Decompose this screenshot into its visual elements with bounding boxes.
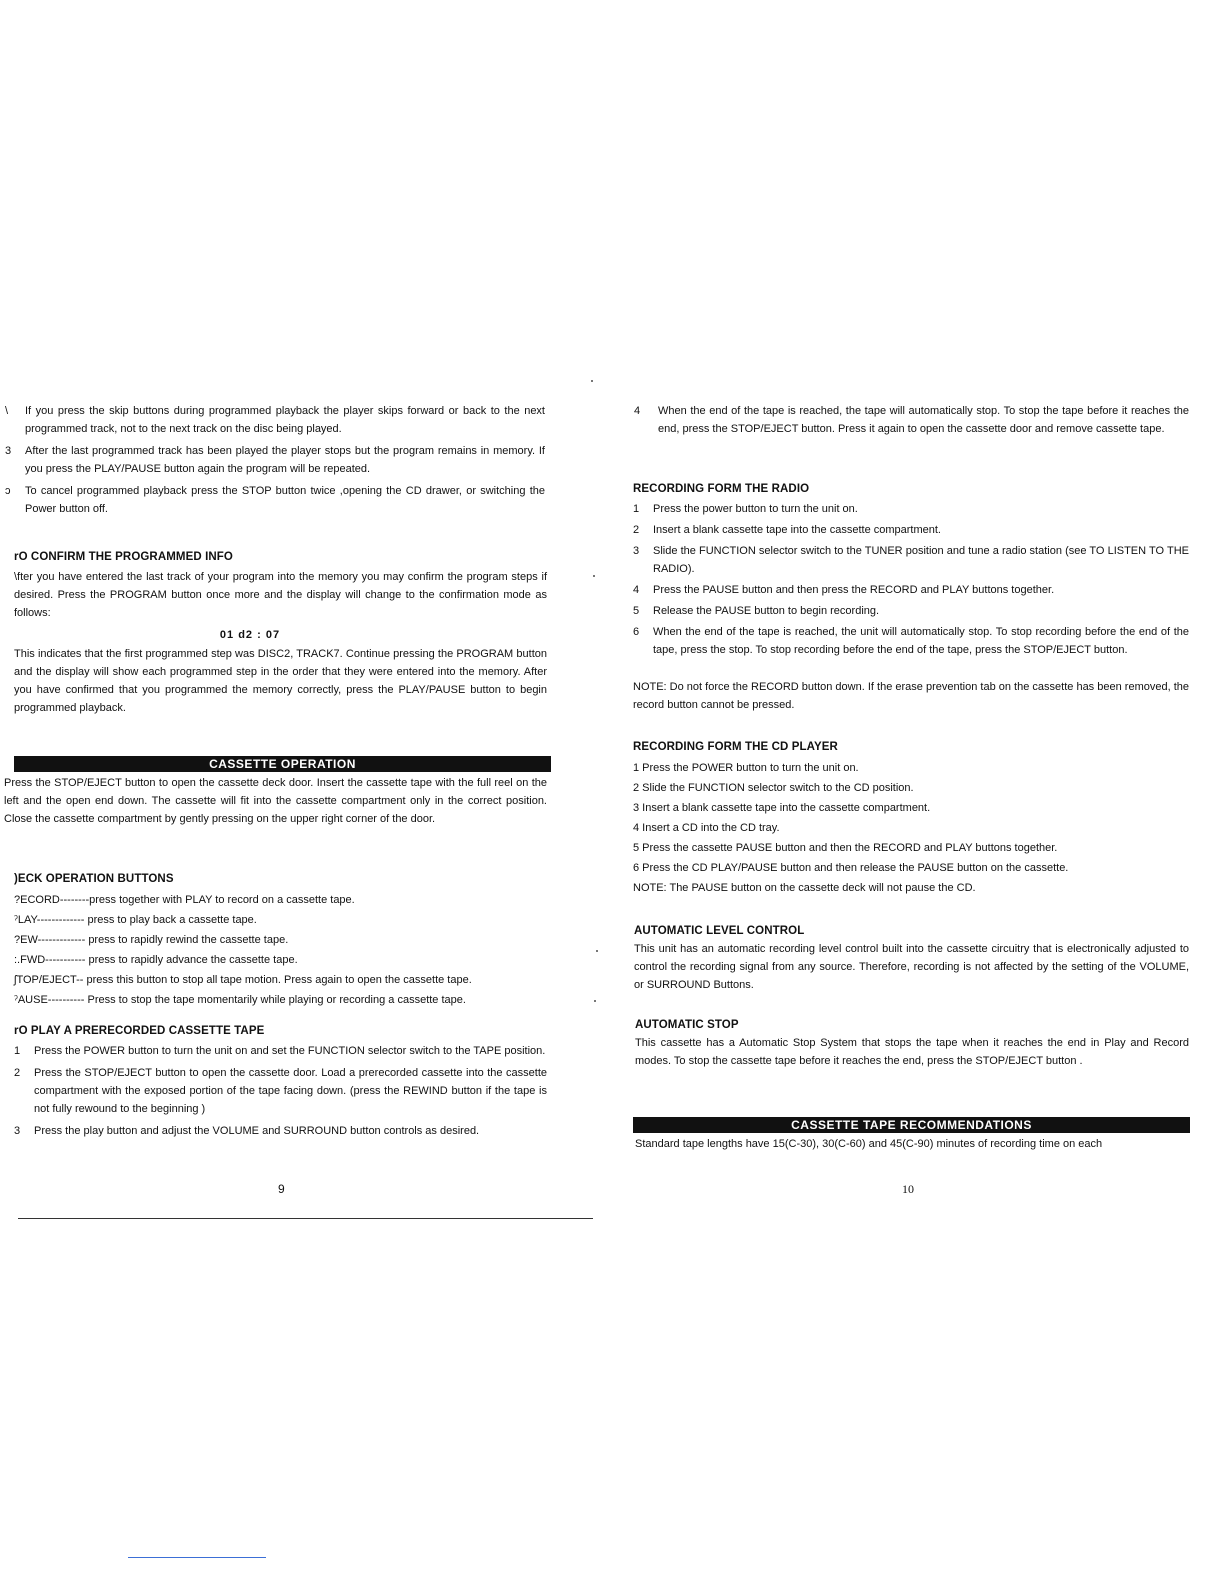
list-marker: 4 (633, 584, 640, 596)
page-number: 10 (902, 1182, 914, 1196)
list-marker: 2 (14, 1067, 21, 1079)
list-text: Press the PAUSE button and then press the RECORD and PLAY buttons together. (653, 584, 1055, 596)
scan-dot (593, 575, 595, 577)
list-item: 4 Insert a CD into the CD tray. (633, 822, 780, 834)
list-marker: \ (5, 405, 9, 417)
list-item (633, 542, 1189, 578)
step-4 (634, 402, 1189, 438)
list-item (634, 402, 1189, 438)
list-item: ʃTOP/EJECT-- press this button to stop all tape motion. Press again to open the cassette tape. (14, 974, 472, 986)
list-marker: ɔ (5, 485, 11, 497)
radio-note: NOTE: Do not force the RECORD button down. If the erase prevention tab on the cassette has been removed, the record button cannot be pressed. (633, 681, 1189, 711)
list-item: 2 Slide the FUNCTION selector switch to the CD position. (633, 782, 914, 794)
list-item (633, 602, 1189, 620)
list-marker: 2 (633, 524, 640, 536)
confirm-paragraph: \fter you have entered the last track of your program into the memory you may confirm the program steps if desired. Press the PROGRAM button once more and the display will change to the confirmation mode as follows: (14, 571, 547, 619)
list-text: When the end of the tape is reached, the tape will automatically stop. To stop the tape before it reaches the end, press the STOP/EJECT button. Press it again to open the cassette door and remove cassette tape. (658, 405, 1189, 435)
blue-underline (128, 1557, 266, 1558)
list-text: Press the play button and adjust the VOLUME and SURROUND button controls as desired. (34, 1125, 480, 1137)
list-text: If you press the skip buttons during programmed playback the player skips forward or back to the next programmed track, not to the next track on the disc being played. (25, 405, 545, 435)
list-item (633, 623, 1189, 659)
scan-dot (591, 380, 593, 382)
list-item: :.FWD----------- press to rapidly advance the cassette tape. (14, 954, 298, 966)
list-text: When the end of the tape is reached, the unit will automatically stop. To stop recording before the end of the tape, press the stop. To stop recording before the end of the tape, press the STOP/EJECT button. (653, 626, 1189, 656)
list-text: To cancel programmed playback press the STOP button twice ,opening the CD drawer, or switching the Power button off. (25, 485, 545, 515)
recommendations-banner: CASSETTE TAPE RECOMMENDATIONS (633, 1117, 1190, 1133)
display-code: 01 d2 : 07 (219, 629, 281, 641)
list-item (633, 581, 1189, 599)
list-item: ˀLAY------------- press to play back a cassette tape. (14, 914, 257, 926)
recommendations-paragraph: Standard tape lengths have 15(C-30), 30(C-60) and 45(C-90) minutes of recording time on each (635, 1138, 1103, 1150)
list-text: Slide the FUNCTION selector switch to the TUNER position and tune a radio station (see TO LISTEN TO THE RADIO). (653, 545, 1189, 575)
list-item (5, 442, 545, 478)
list-item (14, 1042, 547, 1060)
prerecorded-steps (14, 1042, 547, 1140)
list-item: 3 Insert a blank cassette tape into the cassette compartment. (633, 802, 931, 814)
list-text: Press the POWER button to turn the unit on and set the FUNCTION selector switch to the TAPE position. (34, 1045, 546, 1057)
list-marker: 3 (633, 545, 640, 557)
scan-dot (594, 1000, 596, 1002)
list-item (633, 500, 1189, 518)
alc-heading: AUTOMATIC LEVEL CONTROL (634, 925, 805, 937)
confirm-heading: rO CONFIRM THE PROGRAMMED INFO (14, 551, 233, 563)
list-marker: 4 (634, 405, 641, 417)
list-item: NOTE: The PAUSE button on the cassette deck will not pause the CD. (633, 882, 976, 894)
programmed-notes-list (5, 402, 545, 518)
radio-steps (633, 500, 1189, 659)
list-marker: 1 (633, 503, 640, 515)
radio-heading: RECORDING FORM THE RADIO (633, 483, 810, 495)
scan-dot (596, 950, 598, 952)
list-item: 5 Press the cassette PAUSE button and then the RECORD and PLAY buttons together. (633, 842, 1058, 854)
list-item: 1 Press the POWER button to turn the unit on. (633, 762, 859, 774)
stop-heading: AUTOMATIC STOP (635, 1019, 739, 1031)
list-marker: 6 (633, 626, 640, 638)
cassette-operation-banner: CASSETTE OPERATION (14, 756, 551, 772)
cd-steps (633, 758, 1189, 898)
cd-heading: RECORDING FORM THE CD PLAYER (633, 741, 838, 753)
list-item (633, 521, 1189, 539)
list-item (14, 1064, 547, 1118)
list-item (14, 1122, 547, 1140)
list-marker: 1 (14, 1045, 21, 1057)
list-text: Insert a blank cassette tape into the cassette compartment. (653, 524, 941, 536)
list-item (5, 402, 545, 438)
deck-heading: )ECK OPERATION BUTTONS (14, 873, 174, 885)
list-text: After the last programmed track has been played the player stops but the program remains in memory. If you press the PLAY/PAUSE button again the program will be repeated. (25, 445, 545, 475)
prerecorded-heading: rO PLAY A PRERECORDED CASSETTE TAPE (14, 1025, 265, 1037)
list-item: ?ECORD--------press together with PLAY to record on a cassette tape. (14, 894, 355, 906)
stop-paragraph: This cassette has a Automatic Stop System that stops the tape when it reaches the end in Play and Record modes. To stop the cassette tape before it reaches the end, press the STOP/EJECT button . (635, 1037, 1189, 1067)
cassette-operation-paragraph: Press the STOP/EJECT button to open the cassette deck door. Insert the cassette tape with the full reel on the left and the open end down. The cassette will fit into the cassette compartment only in the correct position. Close the cassette compartment by gently pressing on the upper right corner of the door. (4, 777, 547, 825)
bottom-rule (18, 1218, 593, 1219)
list-marker: 5 (633, 605, 640, 617)
page-number: 9 (278, 1182, 285, 1196)
confirm-paragraph-2: This indicates that the first programmed step was DISC2, TRACK7. Continue pressing the PROGRAM button and the display will show each programmed step in the order that they were entered into the memory. After you have confirmed that you programmed the memory correctly, press the PLAY/PAUSE button to begin programmed playback. (14, 648, 547, 714)
list-item (5, 482, 545, 518)
list-item: 6 Press the CD PLAY/PAUSE button and then release the PAUSE button on the cassette. (633, 862, 1069, 874)
list-item: ˀAUSE---------- Press to stop the tape momentarily while playing or recording a cassette tape. (14, 994, 466, 1006)
list-text: Press the STOP/EJECT button to open the cassette door. Load a prerecorded cassette into the cassette compartment with the exposed portion of the tape facing down. (press the REWIND button if the tape is not fully rewound to the beginning ) (34, 1067, 547, 1115)
list-text: Release the PAUSE button to begin recording. (653, 605, 880, 617)
list-marker: 3 (5, 445, 12, 457)
deck-buttons-list (14, 890, 554, 1010)
alc-paragraph: This unit has an automatic recording level control built into the cassette circuitry that is electronically adjusted to control the recording signal from any source. Therefore, recording is not affected by the setting of the VOLUME, or SURROUND Buttons. (634, 943, 1189, 991)
list-marker: 3 (14, 1125, 21, 1137)
list-text: Press the power button to turn the unit on. (653, 503, 858, 515)
list-item: ?EW------------- press to rapidly rewind the cassette tape. (14, 934, 289, 946)
